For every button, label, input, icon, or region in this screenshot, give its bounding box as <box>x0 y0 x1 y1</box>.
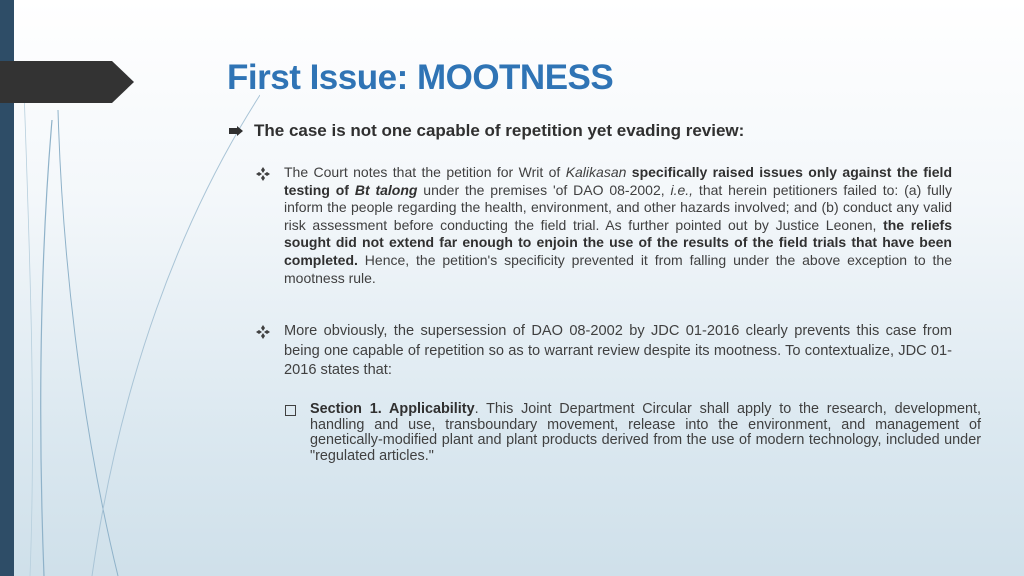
list-item <box>285 402 981 464</box>
page-title: First Issue: MOOTNESS <box>227 58 614 97</box>
paragraph-1: The Court notes that the petition for Writ of Kalikasan specifically raised issues only against the field testing of Bt talong under the premises 'of DAO 08-2002, i.e., that herein petitioners failed to: (a) fully inform the people regarding the health, environment, and other hazards involved; and (b) conduct any valid risk assessment before conducting the field trial. As further pointed out by Justice Leonen, the reliefs sought did not extend far enough to enjoin the use of the results of the field trials that have been completed. Hence, the petition's specificity prevented it from falling under the above exception to the mootness rule. <box>284 164 952 286</box>
four-diamond-icon <box>256 325 270 339</box>
heading-text: The case is not one capable of repetition yet evading review: <box>254 121 745 140</box>
title-tab-shape <box>0 61 134 103</box>
list-item <box>256 322 952 381</box>
heading-bullet-item <box>228 121 744 141</box>
paragraph-3: Section 1. Applicability. This Joint Department Circular shall apply to the research, development, handling and use, transboundary movement, release into the environment, and management of genetically-modified plant and plant products derived from the use of modern technology, included under "regulated articles." <box>310 401 981 464</box>
four-diamond-icon <box>256 167 270 181</box>
paragraph-2: More obviously, the supersession of DAO 08-2002 by JDC 01-2016 clearly prevents this case from being one capable of repetition so as to warrant review despite its mootness. To contextualize, JDC 01-2016 states that: <box>284 323 952 378</box>
list-item <box>256 164 952 287</box>
right-pointing-hand-icon <box>228 123 244 139</box>
hollow-square-icon <box>285 405 296 416</box>
